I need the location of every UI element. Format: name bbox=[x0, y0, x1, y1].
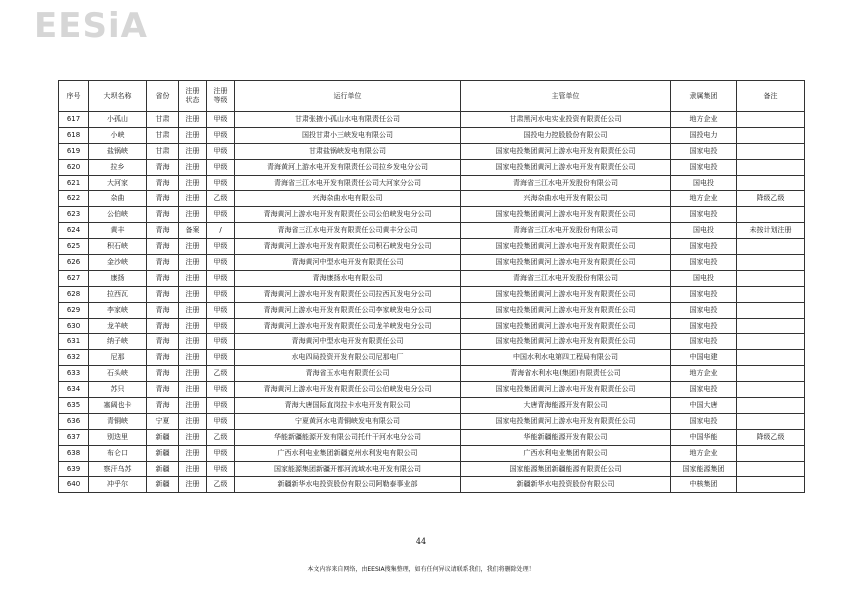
cell-dam: 盐锅峡 bbox=[89, 143, 147, 159]
cell-remark bbox=[737, 112, 805, 128]
cell-grade: 甲级 bbox=[207, 207, 235, 223]
cell-authority: 国家电投集团黄河上游水电开发有限责任公司 bbox=[461, 334, 671, 350]
cell-status: 注册 bbox=[179, 239, 207, 255]
cell-operator: 国家能源集团新疆开都河流域水电开发有限公司 bbox=[235, 461, 461, 477]
cell-authority: 国家电投集团黄河上游水电开发有限责任公司 bbox=[461, 239, 671, 255]
cell-seq: 631 bbox=[59, 334, 89, 350]
cell-province: 新疆 bbox=[147, 477, 179, 493]
cell-province: 青海 bbox=[147, 191, 179, 207]
cell-dam: 公伯峡 bbox=[89, 207, 147, 223]
cell-remark bbox=[737, 350, 805, 366]
cell-authority: 国家电投集团黄河上游水电开发有限责任公司 bbox=[461, 286, 671, 302]
cell-grade: 甲级 bbox=[207, 382, 235, 398]
table-row bbox=[59, 127, 805, 143]
cell-remark bbox=[737, 255, 805, 271]
cell-grade: 甲级 bbox=[207, 445, 235, 461]
cell-status: 注册 bbox=[179, 143, 207, 159]
cell-grade: 甲级 bbox=[207, 270, 235, 286]
cell-remark bbox=[737, 239, 805, 255]
cell-dam: 黄丰 bbox=[89, 223, 147, 239]
cell-grade: 乙级 bbox=[207, 429, 235, 445]
cell-province: 甘肃 bbox=[147, 143, 179, 159]
cell-group: 国家电投 bbox=[671, 286, 737, 302]
cell-seq: 640 bbox=[59, 477, 89, 493]
cell-remark bbox=[737, 398, 805, 414]
cell-group: 国投电力 bbox=[671, 127, 737, 143]
table-row bbox=[59, 413, 805, 429]
table-row bbox=[59, 366, 805, 382]
header-status: 注册 状态 bbox=[179, 81, 207, 112]
cell-group: 国家电投 bbox=[671, 255, 737, 271]
cell-seq: 637 bbox=[59, 429, 89, 445]
cell-province: 青海 bbox=[147, 207, 179, 223]
cell-seq: 639 bbox=[59, 461, 89, 477]
cell-seq: 636 bbox=[59, 413, 89, 429]
cell-province: 宁夏 bbox=[147, 413, 179, 429]
cell-remark bbox=[737, 413, 805, 429]
cell-seq: 630 bbox=[59, 318, 89, 334]
cell-authority: 中国水利水电第四工程局有限公司 bbox=[461, 350, 671, 366]
cell-dam: 察汗乌苏 bbox=[89, 461, 147, 477]
cell-dam: 积石峡 bbox=[89, 239, 147, 255]
cell-remark bbox=[737, 175, 805, 191]
cell-remark bbox=[737, 318, 805, 334]
cell-dam: 康扬 bbox=[89, 270, 147, 286]
cell-group: 地方企业 bbox=[671, 112, 737, 128]
cell-province: 青海 bbox=[147, 366, 179, 382]
cell-status: 注册 bbox=[179, 302, 207, 318]
cell-authority: 青海省水利水电(集团)有限责任公司 bbox=[461, 366, 671, 382]
cell-authority: 兴海杂曲水电开发有限公司 bbox=[461, 191, 671, 207]
cell-seq: 617 bbox=[59, 112, 89, 128]
table-row bbox=[59, 398, 805, 414]
table-row bbox=[59, 207, 805, 223]
cell-group: 国家电投 bbox=[671, 159, 737, 175]
cell-group: 国电投 bbox=[671, 175, 737, 191]
cell-grade: 甲级 bbox=[207, 239, 235, 255]
table-row bbox=[59, 334, 805, 350]
cell-grade: 甲级 bbox=[207, 334, 235, 350]
cell-group: 国电投 bbox=[671, 223, 737, 239]
cell-operator: 水电四局投资开发有限公司尼那电厂 bbox=[235, 350, 461, 366]
table-row bbox=[59, 270, 805, 286]
cell-grade: 乙级 bbox=[207, 477, 235, 493]
table-row bbox=[59, 318, 805, 334]
cell-status: 注册 bbox=[179, 207, 207, 223]
cell-authority: 广西水利电业集团有限公司 bbox=[461, 445, 671, 461]
table-row bbox=[59, 255, 805, 271]
cell-status: 备案 bbox=[179, 223, 207, 239]
cell-remark bbox=[737, 159, 805, 175]
cell-province: 青海 bbox=[147, 159, 179, 175]
cell-authority: 国家电投集团黄河上游水电开发有限责任公司 bbox=[461, 159, 671, 175]
cell-operator: 兴海杂曲水电有限公司 bbox=[235, 191, 461, 207]
cell-status: 注册 bbox=[179, 286, 207, 302]
cell-operator: 青海黄河上游水电开发有限责任公司拉乡发电分公司 bbox=[235, 159, 461, 175]
cell-group: 国家电投 bbox=[671, 334, 737, 350]
table-row bbox=[59, 461, 805, 477]
cell-remark: 降级乙级 bbox=[737, 191, 805, 207]
cell-grade: 甲级 bbox=[207, 413, 235, 429]
cell-province: 青海 bbox=[147, 223, 179, 239]
cell-group: 国家电投 bbox=[671, 413, 737, 429]
dam-registration-table bbox=[58, 80, 805, 493]
cell-province: 新疆 bbox=[147, 445, 179, 461]
cell-operator: 青海省三江水电开发有限责任公司大河家分公司 bbox=[235, 175, 461, 191]
cell-dam: 布仑口 bbox=[89, 445, 147, 461]
table-row bbox=[59, 350, 805, 366]
cell-operator: 青海黄河上游水电开发有限责任公司李家峡发电分公司 bbox=[235, 302, 461, 318]
cell-dam: 龙羊峡 bbox=[89, 318, 147, 334]
cell-operator: 青海黄河中型水电开发有限责任公司 bbox=[235, 334, 461, 350]
header-seq: 序号 bbox=[59, 81, 89, 112]
cell-remark bbox=[737, 207, 805, 223]
cell-dam: 小孤山 bbox=[89, 112, 147, 128]
cell-grade: 甲级 bbox=[207, 112, 235, 128]
cell-grade: 甲级 bbox=[207, 175, 235, 191]
cell-operator: 新疆新华水电投资股份有限公司阿勒泰事业部 bbox=[235, 477, 461, 493]
cell-grade: 甲级 bbox=[207, 302, 235, 318]
cell-authority: 国家电投集团黄河上游水电开发有限责任公司 bbox=[461, 382, 671, 398]
cell-seq: 625 bbox=[59, 239, 89, 255]
cell-seq: 624 bbox=[59, 223, 89, 239]
cell-seq: 618 bbox=[59, 127, 89, 143]
cell-dam: 杂曲 bbox=[89, 191, 147, 207]
cell-seq: 627 bbox=[59, 270, 89, 286]
table-row bbox=[59, 429, 805, 445]
table-row bbox=[59, 477, 805, 493]
cell-authority: 国家电投集团黄河上游水电开发有限责任公司 bbox=[461, 302, 671, 318]
header-dam-name: 大坝名称 bbox=[89, 81, 147, 112]
cell-province: 青海 bbox=[147, 255, 179, 271]
cell-dam: 纳子峡 bbox=[89, 334, 147, 350]
cell-seq: 623 bbox=[59, 207, 89, 223]
cell-authority: 国家电投集团黄河上游水电开发有限责任公司 bbox=[461, 413, 671, 429]
cell-status: 注册 bbox=[179, 477, 207, 493]
cell-status: 注册 bbox=[179, 413, 207, 429]
cell-province: 青海 bbox=[147, 334, 179, 350]
cell-authority: 国家电投集团黄河上游水电开发有限责任公司 bbox=[461, 207, 671, 223]
cell-status: 注册 bbox=[179, 398, 207, 414]
table-row bbox=[59, 143, 805, 159]
table-row bbox=[59, 159, 805, 175]
cell-authority: 国家电投集团黄河上游水电开发有限责任公司 bbox=[461, 318, 671, 334]
cell-group: 地方企业 bbox=[671, 191, 737, 207]
eesia-logo: EESiA bbox=[34, 6, 148, 46]
header-operator: 运行单位 bbox=[235, 81, 461, 112]
cell-grade: 甲级 bbox=[207, 286, 235, 302]
cell-operator: 青海黄河中型水电开发有限责任公司 bbox=[235, 255, 461, 271]
cell-remark bbox=[737, 127, 805, 143]
cell-status: 注册 bbox=[179, 366, 207, 382]
cell-authority: 国投电力控股股份有限公司 bbox=[461, 127, 671, 143]
cell-province: 青海 bbox=[147, 286, 179, 302]
cell-status: 注册 bbox=[179, 318, 207, 334]
cell-province: 甘肃 bbox=[147, 127, 179, 143]
cell-grade: 乙级 bbox=[207, 191, 235, 207]
cell-operator: 国投甘肃小三峡发电有限公司 bbox=[235, 127, 461, 143]
cell-status: 注册 bbox=[179, 255, 207, 271]
cell-grade: 甲级 bbox=[207, 159, 235, 175]
cell-status: 注册 bbox=[179, 127, 207, 143]
table-header-row bbox=[59, 81, 805, 112]
cell-status: 注册 bbox=[179, 159, 207, 175]
cell-status: 注册 bbox=[179, 270, 207, 286]
cell-province: 青海 bbox=[147, 175, 179, 191]
table-row bbox=[59, 286, 805, 302]
cell-dam: 李家峡 bbox=[89, 302, 147, 318]
cell-province: 青海 bbox=[147, 239, 179, 255]
cell-seq: 634 bbox=[59, 382, 89, 398]
cell-dam: 拉乡 bbox=[89, 159, 147, 175]
cell-operator: 青海康扬水电有限公司 bbox=[235, 270, 461, 286]
cell-operator: 宁夏黄河水电青铜峡发电有限公司 bbox=[235, 413, 461, 429]
cell-group: 国家电投 bbox=[671, 382, 737, 398]
cell-grade: 甲级 bbox=[207, 318, 235, 334]
cell-group: 国家能源集团 bbox=[671, 461, 737, 477]
cell-grade: 甲级 bbox=[207, 143, 235, 159]
cell-grade: 甲级 bbox=[207, 127, 235, 143]
cell-grade: 甲级 bbox=[207, 461, 235, 477]
page-number: 44 bbox=[415, 537, 427, 546]
cell-grade: 甲级 bbox=[207, 398, 235, 414]
cell-group: 中国大唐 bbox=[671, 398, 737, 414]
header-group: 隶属集团 bbox=[671, 81, 737, 112]
cell-seq: 620 bbox=[59, 159, 89, 175]
footer-note: 本文内容来自网络，由EESIA搜集整理，如有任何异议请联系我们，我们将删除处理！ bbox=[307, 566, 535, 573]
cell-group: 国家电投 bbox=[671, 302, 737, 318]
cell-operator: 青海省三江水电开发有限责任公司黄丰分公司 bbox=[235, 223, 461, 239]
cell-authority: 青海省三江水电开发股份有限公司 bbox=[461, 175, 671, 191]
cell-authority: 青海省三江水电开发股份有限公司 bbox=[461, 223, 671, 239]
cell-province: 青海 bbox=[147, 302, 179, 318]
cell-seq: 621 bbox=[59, 175, 89, 191]
cell-remark: 降级乙级 bbox=[737, 429, 805, 445]
cell-grade: 乙级 bbox=[207, 366, 235, 382]
cell-province: 青海 bbox=[147, 318, 179, 334]
cell-province: 甘肃 bbox=[147, 112, 179, 128]
cell-status: 注册 bbox=[179, 350, 207, 366]
cell-province: 青海 bbox=[147, 350, 179, 366]
cell-grade: 甲级 bbox=[207, 350, 235, 366]
table-body bbox=[59, 112, 805, 493]
cell-seq: 619 bbox=[59, 143, 89, 159]
cell-remark bbox=[737, 445, 805, 461]
cell-remark bbox=[737, 382, 805, 398]
cell-status: 注册 bbox=[179, 382, 207, 398]
cell-grade: 甲级 bbox=[207, 255, 235, 271]
cell-authority: 国家电投集团黄河上游水电开发有限责任公司 bbox=[461, 255, 671, 271]
cell-remark bbox=[737, 366, 805, 382]
cell-authority: 大唐青海能源开发有限公司 bbox=[461, 398, 671, 414]
table-row bbox=[59, 239, 805, 255]
cell-seq: 632 bbox=[59, 350, 89, 366]
cell-grade: / bbox=[207, 223, 235, 239]
table-row bbox=[59, 382, 805, 398]
cell-operator: 青海黄河上游水电开发有限责任公司拉西瓦发电分公司 bbox=[235, 286, 461, 302]
cell-group: 中国电建 bbox=[671, 350, 737, 366]
cell-seq: 629 bbox=[59, 302, 89, 318]
cell-remark: 未按计划注册 bbox=[737, 223, 805, 239]
cell-operator: 青海大唐国际直岗拉卡水电开发有限公司 bbox=[235, 398, 461, 414]
cell-seq: 626 bbox=[59, 255, 89, 271]
header-authority: 主管单位 bbox=[461, 81, 671, 112]
cell-remark bbox=[737, 302, 805, 318]
cell-operator: 青海黄河上游水电开发有限责任公司公伯峡发电分公司 bbox=[235, 382, 461, 398]
cell-remark bbox=[737, 477, 805, 493]
cell-status: 注册 bbox=[179, 334, 207, 350]
cell-dam: 塞阔也卡 bbox=[89, 398, 147, 414]
cell-group: 国电投 bbox=[671, 270, 737, 286]
cell-group: 中核集团 bbox=[671, 477, 737, 493]
cell-group: 地方企业 bbox=[671, 366, 737, 382]
cell-seq: 635 bbox=[59, 398, 89, 414]
cell-authority: 新疆新华水电投资股份有限公司 bbox=[461, 477, 671, 493]
cell-dam: 苏只 bbox=[89, 382, 147, 398]
cell-seq: 638 bbox=[59, 445, 89, 461]
cell-seq: 628 bbox=[59, 286, 89, 302]
cell-group: 国家电投 bbox=[671, 143, 737, 159]
cell-status: 注册 bbox=[179, 445, 207, 461]
cell-remark bbox=[737, 461, 805, 477]
cell-authority: 甘肃黑河水电实业投资有限责任公司 bbox=[461, 112, 671, 128]
table-row bbox=[59, 302, 805, 318]
cell-dam: 别迭里 bbox=[89, 429, 147, 445]
cell-remark bbox=[737, 334, 805, 350]
table-row bbox=[59, 112, 805, 128]
cell-status: 注册 bbox=[179, 191, 207, 207]
header-remark: 备注 bbox=[737, 81, 805, 112]
cell-dam: 大河家 bbox=[89, 175, 147, 191]
cell-status: 注册 bbox=[179, 429, 207, 445]
cell-authority: 青海省三江水电开发股份有限公司 bbox=[461, 270, 671, 286]
cell-status: 注册 bbox=[179, 112, 207, 128]
cell-seq: 633 bbox=[59, 366, 89, 382]
table-row bbox=[59, 445, 805, 461]
cell-operator: 甘肃张掖小孤山水电有限责任公司 bbox=[235, 112, 461, 128]
cell-province: 新疆 bbox=[147, 461, 179, 477]
cell-province: 新疆 bbox=[147, 429, 179, 445]
cell-operator: 广西水利电业集团新疆克州水利发电有限公司 bbox=[235, 445, 461, 461]
cell-operator: 青海黄河上游水电开发有限责任公司龙羊峡发电分公司 bbox=[235, 318, 461, 334]
cell-group: 国家电投 bbox=[671, 207, 737, 223]
cell-group: 地方企业 bbox=[671, 445, 737, 461]
table-row bbox=[59, 175, 805, 191]
table-row bbox=[59, 191, 805, 207]
cell-operator: 甘肃盐锅峡发电有限公司 bbox=[235, 143, 461, 159]
cell-operator: 青海省玉水电有限责任公司 bbox=[235, 366, 461, 382]
cell-dam: 青铜峡 bbox=[89, 413, 147, 429]
header-province: 省份 bbox=[147, 81, 179, 112]
cell-province: 青海 bbox=[147, 382, 179, 398]
cell-dam: 小峡 bbox=[89, 127, 147, 143]
cell-dam: 金沙峡 bbox=[89, 255, 147, 271]
cell-dam: 冲乎尔 bbox=[89, 477, 147, 493]
cell-remark bbox=[737, 270, 805, 286]
cell-province: 青海 bbox=[147, 270, 179, 286]
cell-group: 国家电投 bbox=[671, 318, 737, 334]
cell-remark bbox=[737, 286, 805, 302]
cell-operator: 华能新疆能源开发有限公司托什干河水电分公司 bbox=[235, 429, 461, 445]
cell-group: 国家电投 bbox=[671, 239, 737, 255]
cell-operator: 青海黄河上游水电开发有限责任公司积石峡发电分公司 bbox=[235, 239, 461, 255]
cell-authority: 国家能源集团新疆能源有限责任公司 bbox=[461, 461, 671, 477]
cell-dam: 尼那 bbox=[89, 350, 147, 366]
cell-dam: 拉西瓦 bbox=[89, 286, 147, 302]
cell-group: 中国华能 bbox=[671, 429, 737, 445]
cell-operator: 青海黄河上游水电开发有限责任公司公伯峡发电分公司 bbox=[235, 207, 461, 223]
cell-seq: 622 bbox=[59, 191, 89, 207]
cell-status: 注册 bbox=[179, 175, 207, 191]
cell-status: 注册 bbox=[179, 461, 207, 477]
header-grade: 注册 等级 bbox=[207, 81, 235, 112]
cell-authority: 华能新疆能源开发有限公司 bbox=[461, 429, 671, 445]
cell-authority: 国家电投集团黄河上游水电开发有限责任公司 bbox=[461, 143, 671, 159]
cell-dam: 石头峡 bbox=[89, 366, 147, 382]
table-row bbox=[59, 223, 805, 239]
cell-remark bbox=[737, 143, 805, 159]
cell-province: 青海 bbox=[147, 398, 179, 414]
